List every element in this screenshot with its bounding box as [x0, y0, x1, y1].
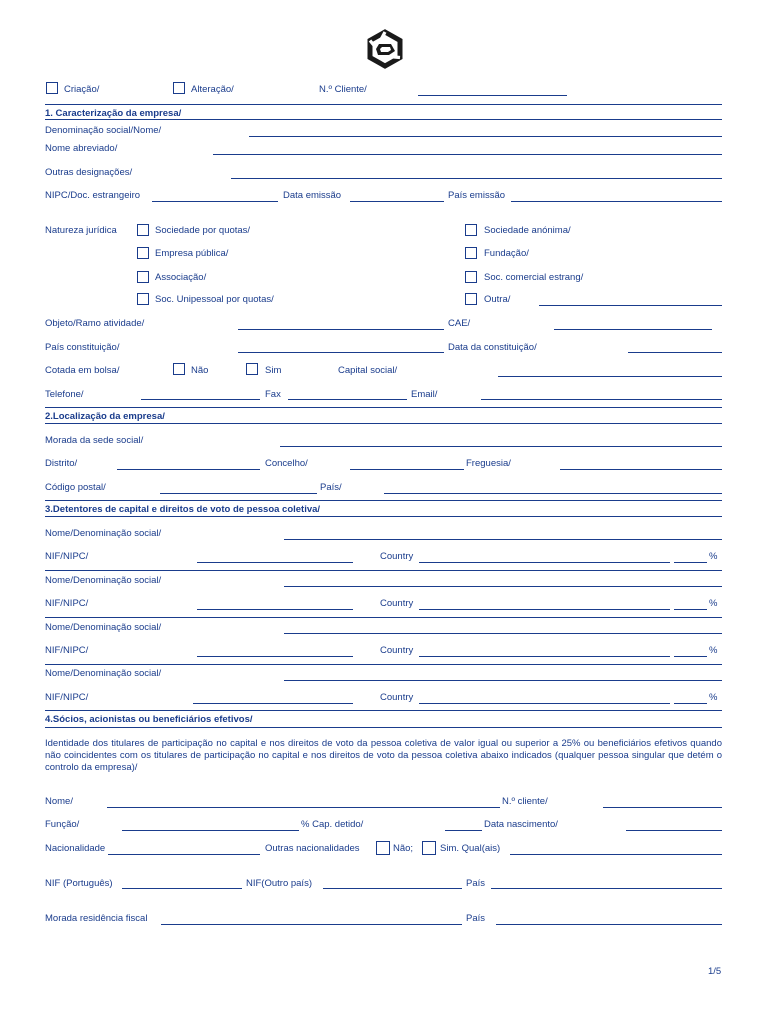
section-divider: [45, 727, 722, 728]
data-constituicao-label: Data da constituição/: [448, 342, 537, 353]
section-2-title: 2.Localização da empresa/: [45, 411, 165, 422]
cotada-nao-checkbox[interactable]: [173, 363, 185, 375]
holder-nif-label: NIF/NIPC/: [45, 551, 89, 562]
cgd-logo-icon: [365, 29, 405, 69]
nipc-label: NIPC/Doc. estrangeiro: [45, 190, 141, 201]
holder-country-field[interactable]: [419, 703, 670, 704]
data-nascimento-field[interactable]: [626, 830, 722, 831]
section-divider: [45, 516, 722, 517]
pais-emissao-label: País emissão: [448, 190, 506, 201]
holder-country-label: Country: [380, 645, 414, 656]
section-4-title: 4.Sócios, acionistas ou beneficiários efetivos/: [45, 714, 253, 725]
cotada-sim-label: Sim: [265, 365, 282, 376]
soc-unipessoal-label: Soc. Unipessoal por quotas/: [155, 294, 274, 305]
freguesia-field[interactable]: [560, 469, 722, 470]
cae-label: CAE/: [448, 318, 471, 329]
holder-nome-field[interactable]: [284, 680, 722, 681]
n-cliente-field[interactable]: [418, 95, 567, 96]
holder-percent-field[interactable]: [674, 656, 707, 657]
telefone-field[interactable]: [141, 399, 260, 400]
data-emissao-field[interactable]: [350, 201, 444, 202]
nif-pt-label: NIF (Português): [45, 878, 113, 889]
nacionalidade-label: Nacionalidade: [45, 843, 106, 854]
holder-nif-label: NIF/NIPC/: [45, 692, 89, 703]
section-divider: [45, 710, 722, 711]
concelho-label: Concelho/: [265, 458, 308, 469]
holder-percent-label: %: [709, 551, 718, 562]
associacao-checkbox[interactable]: [137, 271, 149, 283]
alteracao-label: Alteração/: [191, 84, 234, 95]
outras-designacoes-field[interactable]: [231, 178, 722, 179]
nipc-field[interactable]: [152, 201, 278, 202]
morada-sede-field[interactable]: [280, 446, 722, 447]
sociedade-anonima-checkbox[interactable]: [465, 224, 477, 236]
row-divider: [45, 570, 722, 571]
holder-nome-label: Nome/Denominação social/: [45, 575, 162, 586]
holder-percent-field[interactable]: [674, 609, 707, 610]
socio-n-cliente-label: N.º cliente/: [502, 796, 548, 807]
nome-abreviado-label: Nome abreviado/: [45, 143, 118, 154]
holder-percent-label: %: [709, 645, 718, 656]
empresa-publica-label: Empresa pública/: [155, 248, 229, 259]
denominacao-field[interactable]: [249, 136, 722, 137]
nome-abreviado-field[interactable]: [213, 154, 722, 155]
data-constituicao-field[interactable]: [628, 352, 722, 353]
outra-checkbox[interactable]: [465, 293, 477, 305]
codigo-postal-field[interactable]: [160, 493, 317, 494]
holder-nome-field[interactable]: [284, 586, 722, 587]
holder-country-label: Country: [380, 551, 414, 562]
criacao-label: Criação/: [64, 84, 100, 95]
holder-percent-field[interactable]: [674, 703, 707, 704]
socio-n-cliente-field[interactable]: [603, 807, 722, 808]
soc-comercial-checkbox[interactable]: [465, 271, 477, 283]
holder-nif-field[interactable]: [197, 656, 353, 657]
fax-label: Fax: [265, 389, 281, 400]
sociedade-quotas-checkbox[interactable]: [137, 224, 149, 236]
natureza-label: Natureza jurídica: [45, 225, 117, 236]
n-cliente-label: N.º Cliente/: [319, 84, 367, 95]
row-divider: [45, 664, 722, 665]
outras-nac-sim-label: Sim. Qual(ais): [440, 843, 501, 854]
outras-nac-field[interactable]: [510, 854, 722, 855]
telefone-label: Telefone/: [45, 389, 84, 400]
funcao-field[interactable]: [122, 830, 299, 831]
soc-comercial-label: Soc. comercial estrang/: [484, 272, 584, 283]
holder-country-field[interactable]: [419, 656, 670, 657]
socio-nome-label: Nome/: [45, 796, 73, 807]
outras-designacoes-label: Outras designações/: [45, 167, 133, 178]
capital-field[interactable]: [498, 376, 722, 377]
holder-percent-label: %: [709, 598, 718, 609]
section-4-intro: Identidade dos titulares de participação no capital e nos direitos de voto da pessoa coletiva de valor igual ou superior a 25% ou beneficiários efetivos quando não coincidentes com os titulares de participação no capital e nos direitos de voto da pessoa coletiva abaixo indicados (qualquer pessoa singular que detém o controlo da empresa)/: [45, 738, 722, 773]
objeto-label: Objeto/Ramo atividade/: [45, 318, 145, 329]
row-divider: [45, 617, 722, 618]
morada-pais-label: País: [466, 913, 486, 924]
holder-percent-label: %: [709, 692, 718, 703]
cotada-sim-checkbox[interactable]: [246, 363, 258, 375]
holder-nome-field[interactable]: [284, 633, 722, 634]
holder-nif-field[interactable]: [197, 562, 353, 563]
associacao-label: Associação/: [155, 272, 207, 283]
holder-nome-field[interactable]: [284, 539, 722, 540]
distrito-field[interactable]: [117, 469, 260, 470]
cotada-label: Cotada em bolsa/: [45, 365, 120, 376]
socio-nome-field[interactable]: [107, 807, 500, 808]
fundacao-checkbox[interactable]: [465, 247, 477, 259]
morada-pais-field[interactable]: [496, 924, 722, 925]
fax-field[interactable]: [288, 399, 407, 400]
fundacao-label: Fundação/: [484, 248, 529, 259]
holder-country-field[interactable]: [419, 562, 670, 563]
morada-fiscal-field[interactable]: [161, 924, 462, 925]
holder-country-field[interactable]: [419, 609, 670, 610]
freguesia-label: Freguesia/: [466, 458, 511, 469]
section-divider: [45, 119, 722, 120]
pais-emissao-field[interactable]: [511, 201, 722, 202]
cap-detido-label: % Cap. detido/: [301, 819, 364, 830]
capital-label: Capital social/: [338, 365, 398, 376]
data-emissao-label: Data emissão: [283, 190, 342, 201]
pais-constituicao-label: País constituição/: [45, 342, 120, 353]
pais-field[interactable]: [384, 493, 722, 494]
holder-nome-label: Nome/Denominação social/: [45, 528, 162, 539]
outras-nac-nao-checkbox[interactable]: [376, 841, 390, 855]
email-label: Email/: [411, 389, 438, 400]
sociedade-quotas-label: Sociedade por quotas/: [155, 225, 251, 236]
cotada-nao-label: Não: [191, 365, 209, 376]
cae-field[interactable]: [554, 329, 712, 330]
pais-label: País/: [320, 482, 342, 493]
cap-detido-field[interactable]: [445, 830, 482, 831]
holder-nome-label: Nome/Denominação social/: [45, 622, 162, 633]
codigo-postal-label: Código postal/: [45, 482, 106, 493]
pais-constituicao-field[interactable]: [238, 352, 444, 353]
holder-country-label: Country: [380, 598, 414, 609]
empresa-publica-checkbox[interactable]: [137, 247, 149, 259]
section-3-title: 3.Detentores de capital e direitos de voto de pessoa coletiva/: [45, 504, 321, 515]
concelho-field[interactable]: [350, 469, 464, 470]
nif-pais-label: País: [466, 878, 486, 889]
section-divider: [45, 500, 722, 501]
data-nascimento-label: Data nascimento/: [484, 819, 558, 830]
outra-label: Outra/: [484, 294, 511, 305]
alteracao-checkbox[interactable]: [173, 82, 185, 94]
soc-unipessoal-checkbox[interactable]: [137, 293, 149, 305]
page-number: 1/5: [708, 966, 722, 977]
distrito-label: Distrito/: [45, 458, 78, 469]
section-divider: [45, 104, 722, 105]
holder-nif-field[interactable]: [193, 703, 353, 704]
funcao-label: Função/: [45, 819, 80, 830]
nacionalidade-field[interactable]: [108, 854, 260, 855]
nif-outro-field[interactable]: [323, 888, 462, 889]
holder-country-label: Country: [380, 692, 414, 703]
nif-outro-label: NIF(Outro país): [246, 878, 312, 889]
morada-sede-label: Morada da sede social/: [45, 435, 144, 446]
nif-pais-field[interactable]: [491, 888, 722, 889]
holder-nif-field[interactable]: [197, 609, 353, 610]
section-divider: [45, 407, 722, 408]
criacao-checkbox[interactable]: [46, 82, 58, 94]
denominacao-label: Denominação social/Nome/: [45, 125, 162, 136]
holder-nome-label: Nome/Denominação social/: [45, 668, 162, 679]
holder-percent-field[interactable]: [674, 562, 707, 563]
nif-pt-field[interactable]: [122, 888, 242, 889]
section-1-title: 1. Caracterização da empresa/: [45, 108, 182, 119]
email-field[interactable]: [481, 399, 722, 400]
section-divider: [45, 423, 722, 424]
sociedade-anonima-label: Sociedade anónima/: [484, 225, 571, 236]
outras-nacionalidades-label: Outras nacionalidades: [265, 843, 360, 854]
morada-fiscal-label: Morada residência fiscal: [45, 913, 148, 924]
outras-nac-sim-checkbox[interactable]: [422, 841, 436, 855]
holder-nif-label: NIF/NIPC/: [45, 645, 89, 656]
outras-nac-nao-label: Não;: [393, 843, 414, 854]
objeto-field[interactable]: [238, 329, 444, 330]
holder-nif-label: NIF/NIPC/: [45, 598, 89, 609]
outra-field[interactable]: [539, 305, 722, 306]
